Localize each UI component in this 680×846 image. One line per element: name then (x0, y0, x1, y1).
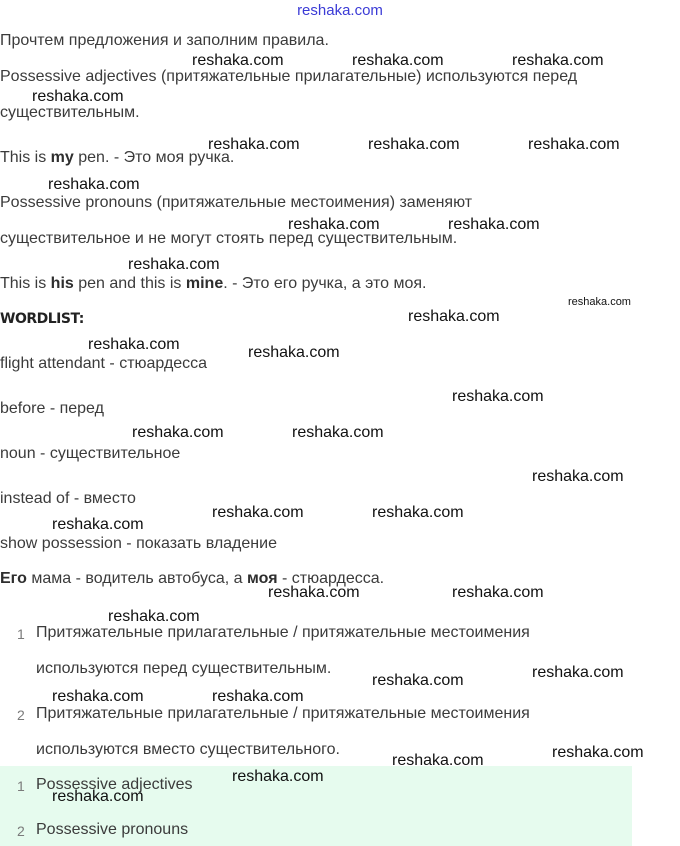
watermark: reshaka.com (392, 752, 484, 769)
wordlist-item: flight attendant - стюардесса (0, 355, 208, 372)
example-his-pen (0, 275, 426, 293)
list-number: 1 (17, 626, 25, 642)
watermark: reshaka.com (212, 688, 304, 705)
example-bold-mine: mine (185, 275, 224, 292)
watermark: reshaka.com (512, 52, 604, 69)
example-text: мама - водитель автобуса, а (26, 570, 247, 587)
watermark: reshaka.com (88, 336, 180, 353)
watermark: reshaka.com (532, 468, 624, 485)
answer-number: 1 (17, 778, 25, 794)
example-bold-my: my (50, 149, 74, 166)
answer-item: Possessive pronouns (36, 821, 189, 838)
watermark: reshaka.com (108, 608, 200, 625)
wordlist-item: noun - существительное (0, 445, 181, 462)
watermark: reshaka.com (52, 516, 144, 533)
watermark: reshaka.com (128, 256, 220, 273)
pronouns-rule-line2: существительное и не могут стоять перед существительным. (0, 230, 458, 247)
example-text: pen. - Это моя ручка. (73, 149, 235, 166)
example-text: . - Это его ручка, а это моя. (223, 275, 427, 292)
example-text: This is (0, 275, 51, 292)
watermark: reshaka.com (232, 768, 324, 785)
example-text: pen and this is (73, 275, 186, 292)
site-link[interactable]: reshaka.com (297, 2, 383, 19)
watermark: reshaka.com (448, 216, 540, 233)
wordlist-item: before - перед (0, 400, 104, 417)
watermark: reshaka.com (52, 788, 144, 805)
list-number: 2 (17, 707, 25, 723)
wordlist-item: instead of - вместо (0, 490, 136, 507)
numbered-item-line2: используются перед существительным. (36, 660, 332, 677)
example-text: This is (0, 149, 51, 166)
watermark: reshaka.com (352, 52, 444, 69)
pronouns-rule-line1: Possessive pronouns (притяжательные местоимения) заменяют (0, 194, 473, 211)
watermark: reshaka.com (372, 504, 464, 521)
watermark: reshaka.com (208, 136, 300, 153)
watermark: reshaka.com (552, 744, 644, 761)
watermark: reshaka.com (408, 308, 500, 325)
watermark: reshaka.com (292, 424, 384, 441)
watermark: reshaka.com (528, 136, 620, 153)
answer-number: 2 (17, 823, 25, 839)
watermark: reshaka.com (532, 664, 624, 681)
numbered-item-line1: Притяжательные прилагательные / притяжательные местоимения (36, 624, 530, 641)
example-bold-ego: Его (0, 570, 27, 587)
watermark: reshaka.com (192, 52, 284, 69)
watermark: reshaka.com (52, 688, 144, 705)
numbered-item-line2: используются вместо существительного. (36, 741, 340, 758)
watermark: reshaka.com (372, 672, 464, 689)
watermark: reshaka.com (452, 584, 544, 601)
answer-item: Possessive adjectives (36, 776, 193, 793)
watermark: reshaka.com (288, 216, 380, 233)
example-text: - стюардесса. (277, 570, 385, 587)
watermark: reshaka.com (268, 584, 360, 601)
watermark: reshaka.com (32, 88, 124, 105)
watermark: reshaka.com (132, 424, 224, 441)
watermark: reshaka.com (568, 296, 631, 308)
numbered-item-line1: Притяжательные прилагательные / притяжательные местоимения (36, 705, 530, 722)
watermark: reshaka.com (368, 136, 460, 153)
watermark: reshaka.com (452, 388, 544, 405)
example-my-pen (0, 149, 234, 167)
watermark: reshaka.com (248, 344, 340, 361)
watermark: reshaka.com (48, 176, 140, 193)
watermark: reshaka.com (212, 504, 304, 521)
example-bold-his: his (50, 275, 74, 292)
wordlist-title: WORDLIST: (0, 311, 84, 327)
wordlist-item: show possession - показать владение (0, 535, 277, 552)
adjectives-rule-line1: Possessive adjectives (притяжательные прилагательные) используются перед (0, 68, 578, 85)
adjectives-rule-line2: существительным. (0, 104, 140, 121)
intro-line: Прочтем предложения и заполним правила. (0, 32, 329, 49)
example-bold-moya: моя (247, 570, 278, 587)
